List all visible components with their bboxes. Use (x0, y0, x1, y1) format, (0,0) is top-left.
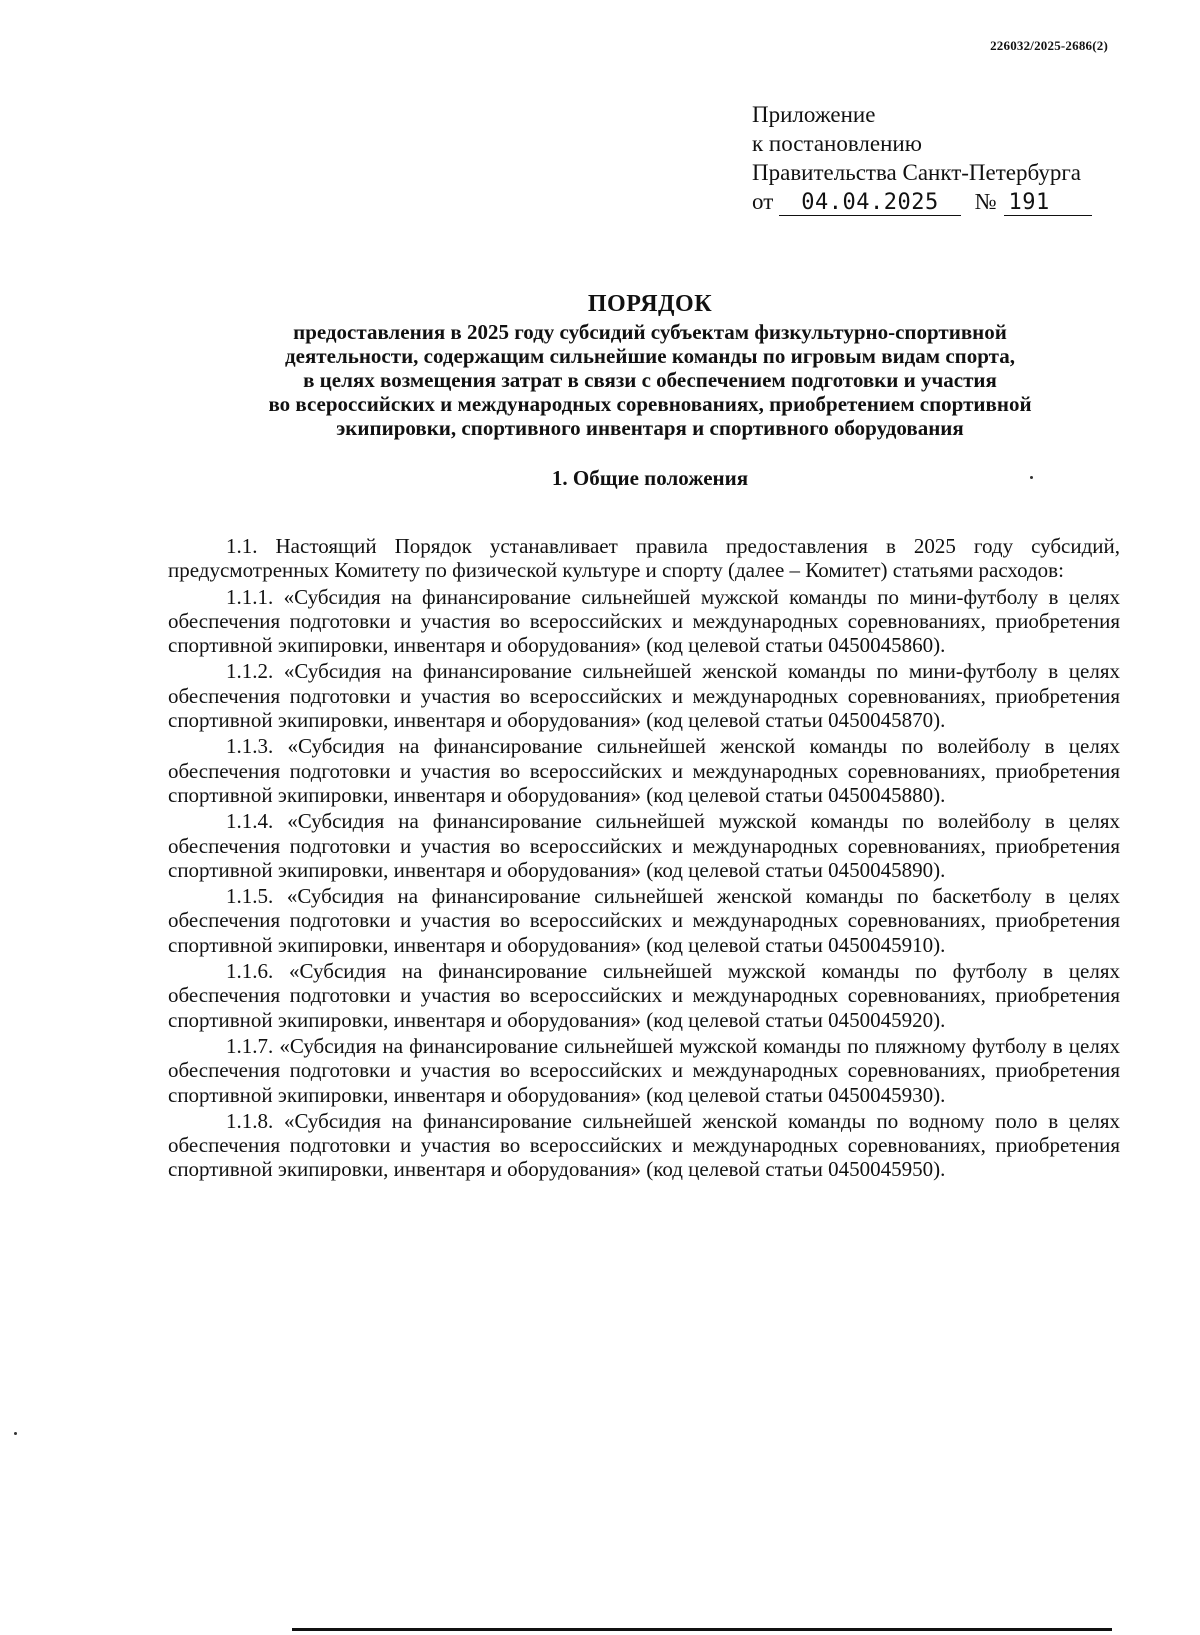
scan-speck (1030, 476, 1033, 479)
appendix-authority: Правительства Санкт-Петербурга (752, 160, 1081, 185)
scan-edge-line (292, 1628, 1112, 1631)
paragraph: 1.1.4. «Субсидия на финансирование сильнейшей мужской команды по волейболу в целях обеспечения подготовки и участия во всероссийских и международных соревнованиях, приобретения спортивной экипировки, инвентаря и оборудования» (код целевой статьи 0450045890). (168, 809, 1120, 882)
subtitle-line: в целях возмещения затрат в связи с обеспечением подготовки и участия (303, 368, 997, 392)
paragraph: 1.1.8. «Субсидия на финансирование сильнейшей женской команды по водному поло в целях обеспечения подготовки и участия во всероссийских и международных соревнованиях, приобретения спортивной экипировки, инвентаря и оборудования» (код целевой статьи 0450045950). (168, 1108, 1120, 1182)
paragraph: 1.1.5. «Субсидия на финансирование сильнейшей женской команды по баскетболу в целях обеспечения подготовки и участия во всероссийских и международных соревнованиях, приобретения спортивной экипировки, инвентаря и оборудования» (код целевой статьи 0450045910). (168, 884, 1120, 957)
title-block (160, 290, 1140, 490)
decree-number: 191 (1004, 191, 1092, 216)
number-sign: № (974, 189, 997, 214)
document-registration-number: 226032/2025-2686(2) (990, 38, 1108, 53)
paragraph: 1.1.6. «Субсидия на финансирование сильнейшей мужской команды по футболу в целях обеспечения подготовки и участия во всероссийских и международных соревнованиях, приобретения спортивной экипировки, инвентаря и оборудования» (код целевой статьи 0450045920). (168, 959, 1120, 1032)
appendix-block (752, 100, 1132, 216)
document-subtitle (160, 320, 1140, 440)
appendix-label: Приложение (752, 102, 876, 127)
subtitle-line: деятельности, содержащим сильнейшие команды по игровым видам спорта, (285, 344, 1015, 368)
appendix-date-line (752, 187, 1132, 216)
paragraph: 1.1. Настоящий Порядок устанавливает правила предоставления в 2025 году субсидий, предусмотренных Комитету по физической культуре и спорту (далее – Комитет) статьями расходов: (168, 534, 1120, 583)
paragraph: 1.1.7. «Субсидия на финансирование сильнейшей мужской команды по пляжному футболу в целях обеспечения подготовки и участия во всероссийских и международных соревнованиях, приобретения спортивной экипировки, инвентаря и оборудования» (код целевой статьи 0450045930). (168, 1033, 1120, 1107)
document-body (168, 534, 1120, 1184)
date-prefix: от (752, 189, 774, 214)
scan-speck (14, 1432, 17, 1435)
subtitle-line: во всероссийских и международных соревнованиях, приобретением спортивной (268, 392, 1032, 416)
document-title: ПОРЯДОК (587, 291, 713, 317)
paragraph: 1.1.2. «Субсидия на финансирование сильнейшей женской команды по мини-футболу в целях обеспечения подготовки и участия во всероссийских и международных соревнованиях, приобретения спортивной экипировки, инвентаря и оборудования» (код целевой статьи 0450045870). (168, 659, 1120, 733)
decree-date: 04.04.2025 (779, 191, 961, 216)
paragraph: 1.1.3. «Субсидия на финансирование сильнейшей женской команды по волейболу в целях обеспечения подготовки и участия во всероссийских и международных соревнованиях, приобретения спортивной экипировки, инвентаря и оборудования» (код целевой статьи 0450045880). (168, 734, 1120, 807)
subtitle-line: экипировки, спортивного инвентаря и спортивного оборудования (336, 416, 964, 440)
subtitle-line: предоставления в 2025 году субсидий субъектам физкультурно-спортивной (293, 320, 1007, 344)
paragraph: 1.1.1. «Субсидия на финансирование сильнейшей мужской команды по мини-футболу в целях обеспечения подготовки и участия во всероссийских и международных соревнованиях, приобретения спортивной экипировки, инвентаря и оборудования» (код целевой статьи 0450045860). (168, 584, 1120, 658)
appendix-reference: к постановлению (752, 131, 922, 156)
section-heading: 1. Общие положения (551, 466, 749, 490)
